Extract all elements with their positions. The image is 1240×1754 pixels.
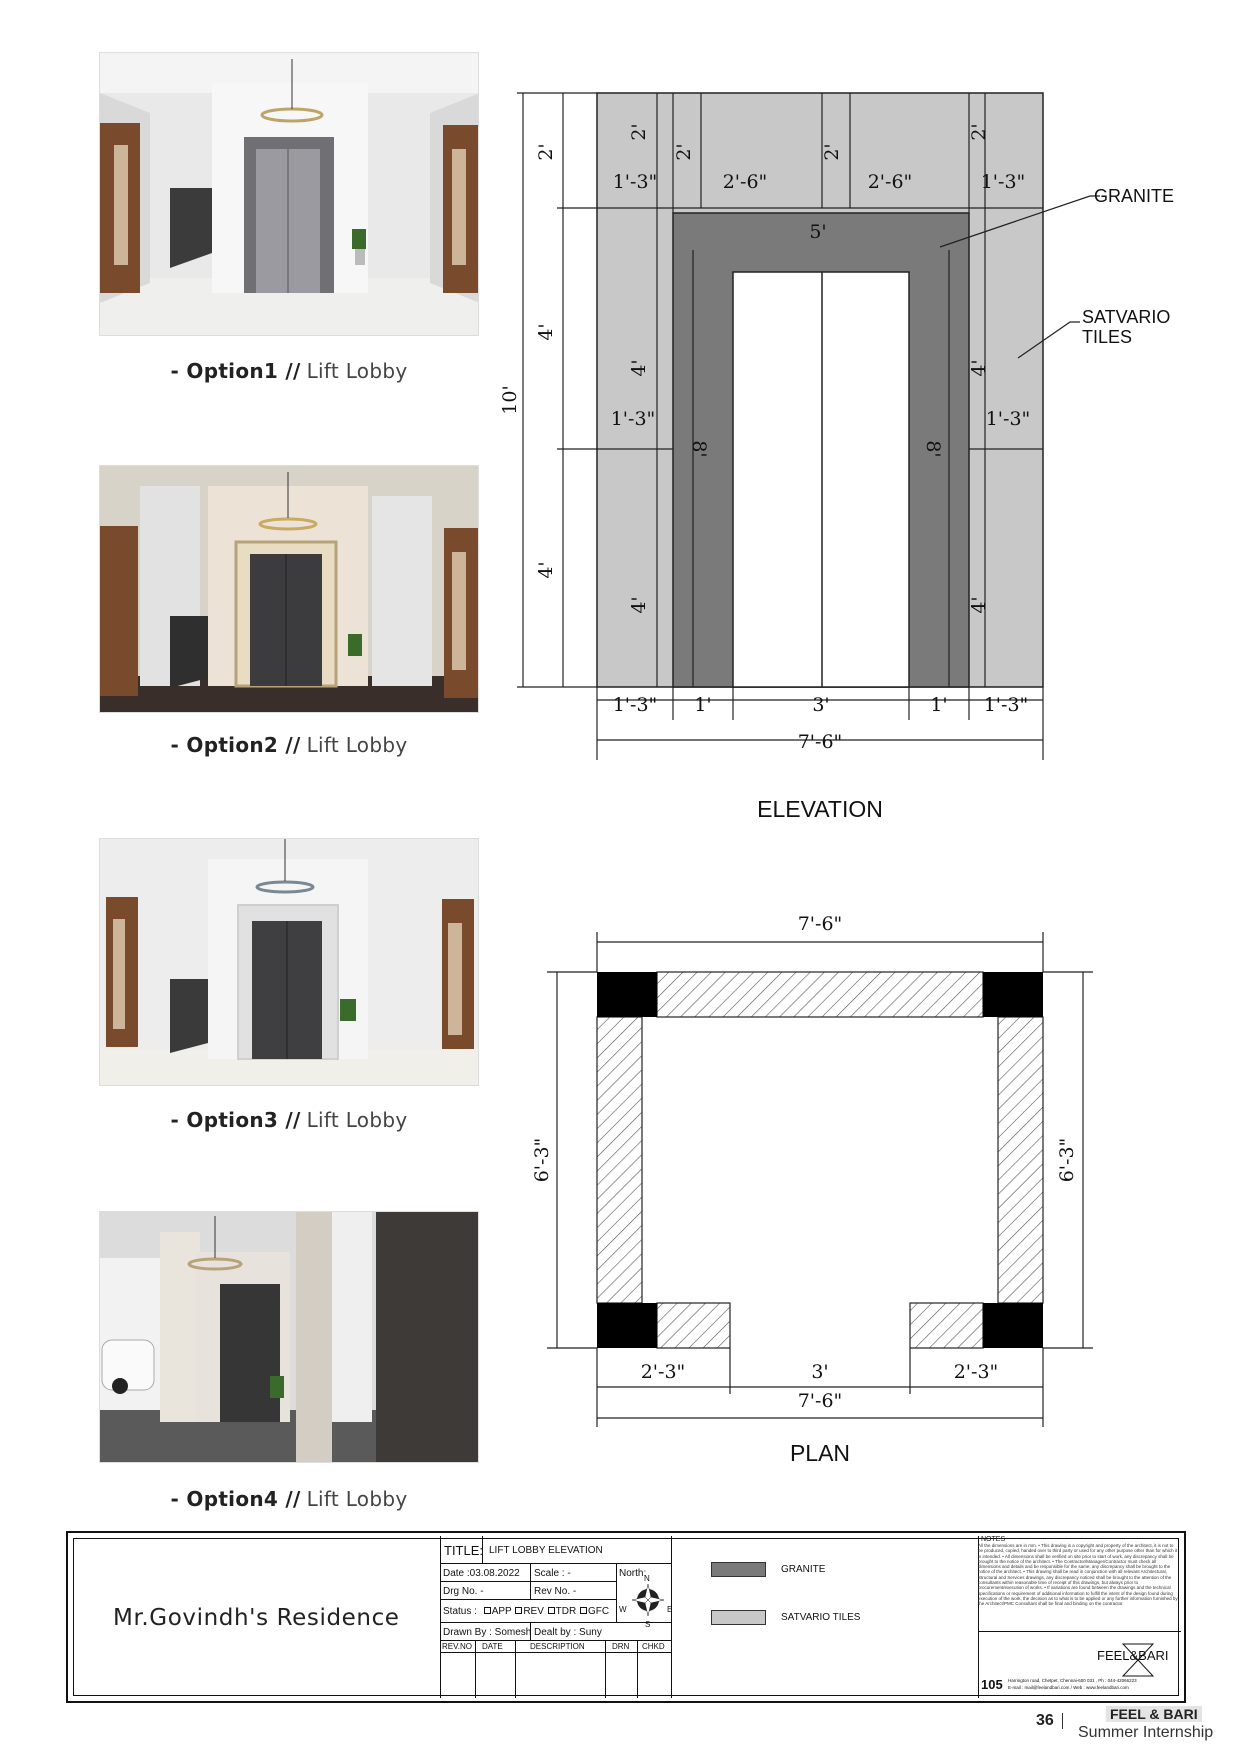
dim-bottom-jamb-right: 1' bbox=[930, 694, 948, 716]
dim-top-left: 1'-3" bbox=[612, 171, 658, 193]
tb-col-desc bbox=[605, 1640, 606, 1698]
col-date: DATE bbox=[482, 1642, 503, 1651]
status-rev-checkbox[interactable] bbox=[515, 1607, 522, 1614]
dim-tile-low-left: 4' bbox=[628, 596, 650, 614]
north-compass-icon bbox=[628, 1580, 668, 1620]
option2-caption: - Option2 // Lift Lobby bbox=[170, 733, 408, 757]
firm-name: FEEL&BARI bbox=[1097, 1648, 1169, 1663]
compass-s: S bbox=[645, 1620, 651, 1629]
callout-granite: GRANITE bbox=[1094, 186, 1175, 206]
plan-wall-top bbox=[657, 972, 983, 1017]
plan-column-tl bbox=[597, 972, 657, 1017]
dim-bottom-right: 1'-3" bbox=[983, 694, 1029, 716]
tb-col-rev bbox=[475, 1640, 476, 1698]
callout-satvario-2: TILES bbox=[1082, 327, 1133, 347]
plan-wall-bottom-right bbox=[910, 1303, 983, 1348]
dim-band-low: 4' bbox=[535, 561, 557, 579]
dim-mid-left: 1'-3" bbox=[610, 408, 656, 430]
dealt-by: Dealt by : Suny bbox=[534, 1627, 602, 1638]
drg-no-field: Drg No. - bbox=[443, 1586, 484, 1597]
dim-jamb-right: 8' bbox=[922, 440, 944, 458]
plan-column-br bbox=[983, 1303, 1043, 1348]
plan-wall-bottom-left bbox=[657, 1303, 730, 1348]
plan-wall-right bbox=[998, 1017, 1043, 1303]
dim-tile-2ft-a: 2' bbox=[628, 123, 650, 141]
status-row bbox=[443, 1606, 609, 1617]
plan-drawing bbox=[531, 913, 1093, 1466]
compass-w: W bbox=[619, 1605, 627, 1614]
title-value: LIFT LOBBY ELEVATION bbox=[489, 1545, 603, 1556]
dim-band-top: 2' bbox=[535, 143, 557, 161]
col-drn: DRN bbox=[612, 1642, 630, 1651]
option1-caption: - Option1 // Lift Lobby bbox=[170, 359, 408, 383]
dim-bottom-door: 3' bbox=[812, 694, 830, 716]
page-number: 36 bbox=[1036, 1712, 1054, 1729]
dim-tile-4ft-left: 4' bbox=[628, 359, 650, 377]
dim-bottom-left: 1'-3" bbox=[612, 694, 658, 716]
dim-top-mid-left: 2'-6" bbox=[722, 171, 768, 193]
legend-satvario-swatch bbox=[711, 1610, 766, 1625]
plan-dim-left: 6'-3" bbox=[531, 1137, 553, 1183]
tb-row-1 bbox=[440, 1563, 671, 1564]
plan-dim-bottom-opening: 3' bbox=[811, 1361, 829, 1383]
tb-row-4 bbox=[440, 1622, 671, 1623]
tb-col-date2 bbox=[515, 1640, 516, 1698]
page-separator bbox=[1062, 1713, 1063, 1729]
address-line-1: Harrington road, Chetpet, Chennai-600 031 , Ph : 044-42066223 bbox=[1008, 1678, 1137, 1683]
tb-col-drn bbox=[637, 1640, 638, 1698]
col-description: DESCRIPTION bbox=[530, 1642, 585, 1651]
drawn-by: Drawn By : Somesh bbox=[443, 1627, 532, 1638]
dim-jamb-left: 8' bbox=[688, 440, 710, 458]
legend-satvario-label: SATVARIO TILES bbox=[781, 1612, 861, 1623]
dim-top-mid-right: 2'-6" bbox=[867, 171, 913, 193]
dim-tile-2ft-b: 2' bbox=[673, 143, 695, 161]
callout-satvario-1: SATVARIO bbox=[1082, 307, 1171, 327]
plan-column-bl bbox=[597, 1303, 657, 1348]
legend-granite-label: GRANITE bbox=[781, 1564, 826, 1575]
plan-wall-left bbox=[597, 1017, 642, 1303]
notes-title: NOTES bbox=[981, 1536, 1006, 1543]
dim-bottom-jamb-left: 1' bbox=[694, 694, 712, 716]
plan-dim-bottom-left: 2'-3" bbox=[640, 1361, 686, 1383]
title-label: TITLE: bbox=[444, 1543, 484, 1558]
status-gfc: GFC bbox=[588, 1606, 610, 1617]
legend-granite-swatch bbox=[711, 1562, 766, 1577]
status-gfc-checkbox[interactable] bbox=[580, 1607, 587, 1614]
option4-caption: - Option4 // Lift Lobby bbox=[170, 1487, 408, 1511]
dim-tile-4ft-right: 4' bbox=[968, 359, 990, 377]
elevation-drawing bbox=[499, 93, 1174, 822]
plan-dim-right: 6'-3" bbox=[1056, 1137, 1078, 1183]
scale-field: Scale : - bbox=[534, 1568, 571, 1579]
plan-dim-bottom-total: 7'-6" bbox=[797, 1390, 843, 1412]
footer-brand: FEEL & BARI bbox=[1106, 1706, 1202, 1722]
tb-col-date bbox=[530, 1563, 531, 1599]
plan-column-tr bbox=[983, 972, 1043, 1017]
dim-top-right: 1'-3" bbox=[980, 171, 1026, 193]
status-label: Status : bbox=[443, 1606, 477, 1617]
tb-divider-2 bbox=[671, 1536, 672, 1698]
dim-total-height: 10' bbox=[499, 385, 521, 415]
lift-door-opening bbox=[733, 272, 909, 687]
dim-tile-2ft-d: 2' bbox=[968, 123, 990, 141]
tb-divider-1 bbox=[440, 1536, 441, 1698]
plan-dim-bottom-right: 2'-3" bbox=[953, 1361, 999, 1383]
dim-band-mid: 4' bbox=[535, 323, 557, 341]
date-field: Date :03.08.2022 bbox=[443, 1568, 520, 1579]
tb-col-north bbox=[616, 1563, 617, 1622]
tb-row-2 bbox=[440, 1581, 616, 1582]
notes-body: All the dimensions are in mm. • This drawing is a copyright and property of the architect, it is not to be produced, copied, handed over to third party or used for any other purpose other than for which it is intended. • All dimensions shall be verified on site prior to start of work, any discrepancy shall be brought to the notice of the architect. • The Contractor/Manager/Contractor must check all dimensions and details and be responsible for the same, any discrepancy shall be brought to the notice of the architect. • This drawing shall be read in conjunction with all relevant Architectural, Structural and Services drawings, any discrepancy noticed shall be brought to the attention of the consultants within reasonable time of receipt of this drawings, but always prior to procurement/execution of works. • If variations are found between the drawings and the technical specifications or requirement of additional information to fulfill the intent of the design found during execution of the work, the decision as to what is to be applied or any further information furnished by the Architect/PMC Consultant shall be final and binding on the contractor. bbox=[978, 1543, 1178, 1607]
compass-e: E bbox=[667, 1605, 673, 1614]
col-chkd: CHKD bbox=[642, 1642, 665, 1651]
elevation-title: ELEVATION bbox=[757, 796, 883, 822]
dim-mid-right: 1'-3" bbox=[985, 408, 1031, 430]
col-rev-no: REV.NO bbox=[442, 1642, 472, 1651]
dim-tile-low-right: 4' bbox=[968, 596, 990, 614]
north-label: North: bbox=[619, 1568, 647, 1579]
address-number: 105 bbox=[981, 1677, 1003, 1692]
dim-total-width: 7'-6" bbox=[797, 731, 843, 753]
status-rev: REV bbox=[523, 1606, 544, 1617]
tb-row-3 bbox=[440, 1599, 616, 1600]
status-app: APP bbox=[491, 1606, 512, 1617]
address-line-2: E-mail : mail@feelandbari.com / Web : www.feelandbari.com bbox=[1008, 1685, 1129, 1690]
client-name: Mr.Govindh's Residence bbox=[113, 1605, 400, 1631]
dim-tile-2ft-c: 2' bbox=[821, 143, 843, 161]
dim-granite-head: 5' bbox=[809, 221, 827, 243]
plan-dim-top: 7'-6" bbox=[797, 913, 843, 935]
rev-no-field: Rev No. - bbox=[534, 1586, 577, 1597]
footer-subtitle: Summer Internship bbox=[1078, 1724, 1214, 1741]
status-app-checkbox[interactable] bbox=[484, 1607, 491, 1614]
tb-notes-row bbox=[978, 1631, 1181, 1632]
compass-n: N bbox=[644, 1574, 650, 1583]
plan-title: PLAN bbox=[789, 1440, 851, 1466]
status-tdr-checkbox[interactable] bbox=[548, 1607, 555, 1614]
status-tdr: TDR bbox=[555, 1606, 577, 1617]
option3-caption: - Option3 // Lift Lobby bbox=[170, 1108, 408, 1132]
